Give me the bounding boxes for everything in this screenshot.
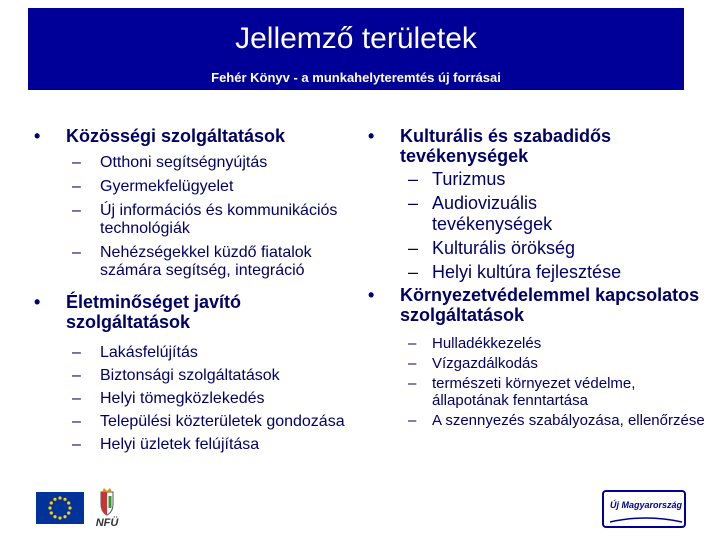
sub-item-text: A szennyezés szabályozása, ellenőrzése [432, 412, 705, 429]
slide-title: Jellemző területek [235, 22, 477, 55]
bullet-mark: • [34, 126, 41, 146]
sub-item [364, 355, 708, 372]
nfu-text: NFÜ [95, 517, 119, 529]
sub-item-text: Új információs és kommunikációs technológiák [100, 202, 338, 237]
sub-item [30, 413, 360, 431]
coat-of-arms-icon [92, 488, 122, 516]
bullet-text: Kulturális és szabadidős tevékenységek [400, 126, 612, 166]
sub-item [364, 193, 658, 235]
slide-subtitle: Fehér Könyv - a munkahelyteremtés új forrásai [211, 70, 501, 85]
sub-item [364, 238, 708, 259]
sub-item-text: Helyi kultúra fejlesztése [432, 262, 622, 282]
sub-item-text: Hulladékkezelés [432, 335, 542, 352]
sub-item-text: Audiovizuális tevékenységek [432, 193, 553, 234]
sub-item [30, 244, 360, 280]
uj-magyarorszag-logo [602, 490, 686, 528]
dash-mark: – [408, 169, 419, 189]
left-column [30, 126, 360, 454]
bullet-culture-leisure [364, 126, 708, 166]
slide-header [28, 8, 684, 90]
bullet-environment [364, 285, 708, 325]
dash-mark: – [72, 344, 81, 361]
bullet-community-services [30, 126, 360, 146]
sub-item [30, 367, 360, 385]
sub-item [364, 169, 708, 190]
sub-item-text: Települési közterületek gondozása [100, 413, 345, 430]
dash-mark: – [72, 202, 81, 219]
sub-item [30, 436, 360, 454]
eu-flag-icon [36, 492, 84, 524]
dash-mark: – [72, 413, 81, 430]
sub-item-text: természeti környezet védelme, állapotának fenntartása [432, 375, 636, 409]
sub-item-text: Helyi üzletek felújítása [100, 436, 260, 453]
dash-mark: – [72, 390, 81, 407]
sub-item-text: Nehézségekkel küzdő fiatalok számára segítség, integráció [100, 244, 312, 279]
sub-item-text: Kulturális örökség [432, 238, 576, 258]
nfu-logo [92, 488, 122, 532]
sub-item-text: Otthoni segítségnyújtás [100, 154, 268, 171]
dash-mark: – [408, 375, 417, 392]
sub-item-text: Gyermekfelügyelet [100, 178, 234, 195]
bullet-quality-of-life [30, 292, 360, 332]
swoosh-icon [606, 516, 686, 526]
bullet-mark: • [368, 285, 375, 305]
dash-mark: – [408, 355, 417, 372]
sub-item [364, 262, 708, 283]
right-column [364, 126, 708, 429]
sub-item [364, 335, 708, 352]
dash-mark: – [72, 154, 81, 171]
sub-item [30, 178, 360, 196]
dash-mark: – [72, 367, 81, 384]
sub-item [30, 154, 360, 172]
dash-mark: – [408, 412, 417, 429]
sub-item [364, 412, 708, 429]
dash-mark: – [408, 262, 419, 282]
bullet-mark: • [34, 292, 41, 312]
dash-mark: – [408, 238, 419, 258]
sub-item-text: Turizmus [432, 169, 506, 189]
bullet-text: Közösségi szolgáltatások [66, 126, 286, 146]
sub-item [30, 344, 360, 362]
sub-item [30, 202, 360, 238]
dash-mark: – [408, 193, 419, 213]
dash-mark: – [408, 335, 417, 352]
eu-flag-logo [36, 492, 84, 524]
sub-item [30, 390, 360, 408]
uj-magyarorszag-text: Új Magyarország [609, 500, 683, 510]
sub-item-text: Biztonsági szolgáltatások [100, 367, 280, 384]
sub-item-text: Vízgazdálkodás [432, 355, 538, 372]
dash-mark: – [72, 436, 81, 453]
sub-item-text: Lakásfelújítás [100, 344, 198, 361]
bullet-text: Életminőséget javító szolgáltatások [66, 292, 242, 332]
bullet-mark: • [368, 126, 375, 146]
bullet-text: Környezetvédelemmel kapcsolatos szolgáltatások [400, 285, 700, 325]
sub-item-text: Helyi tömegközlekedés [100, 390, 265, 407]
dash-mark: – [72, 244, 81, 261]
dash-mark: – [72, 178, 81, 195]
sub-item [364, 375, 708, 409]
